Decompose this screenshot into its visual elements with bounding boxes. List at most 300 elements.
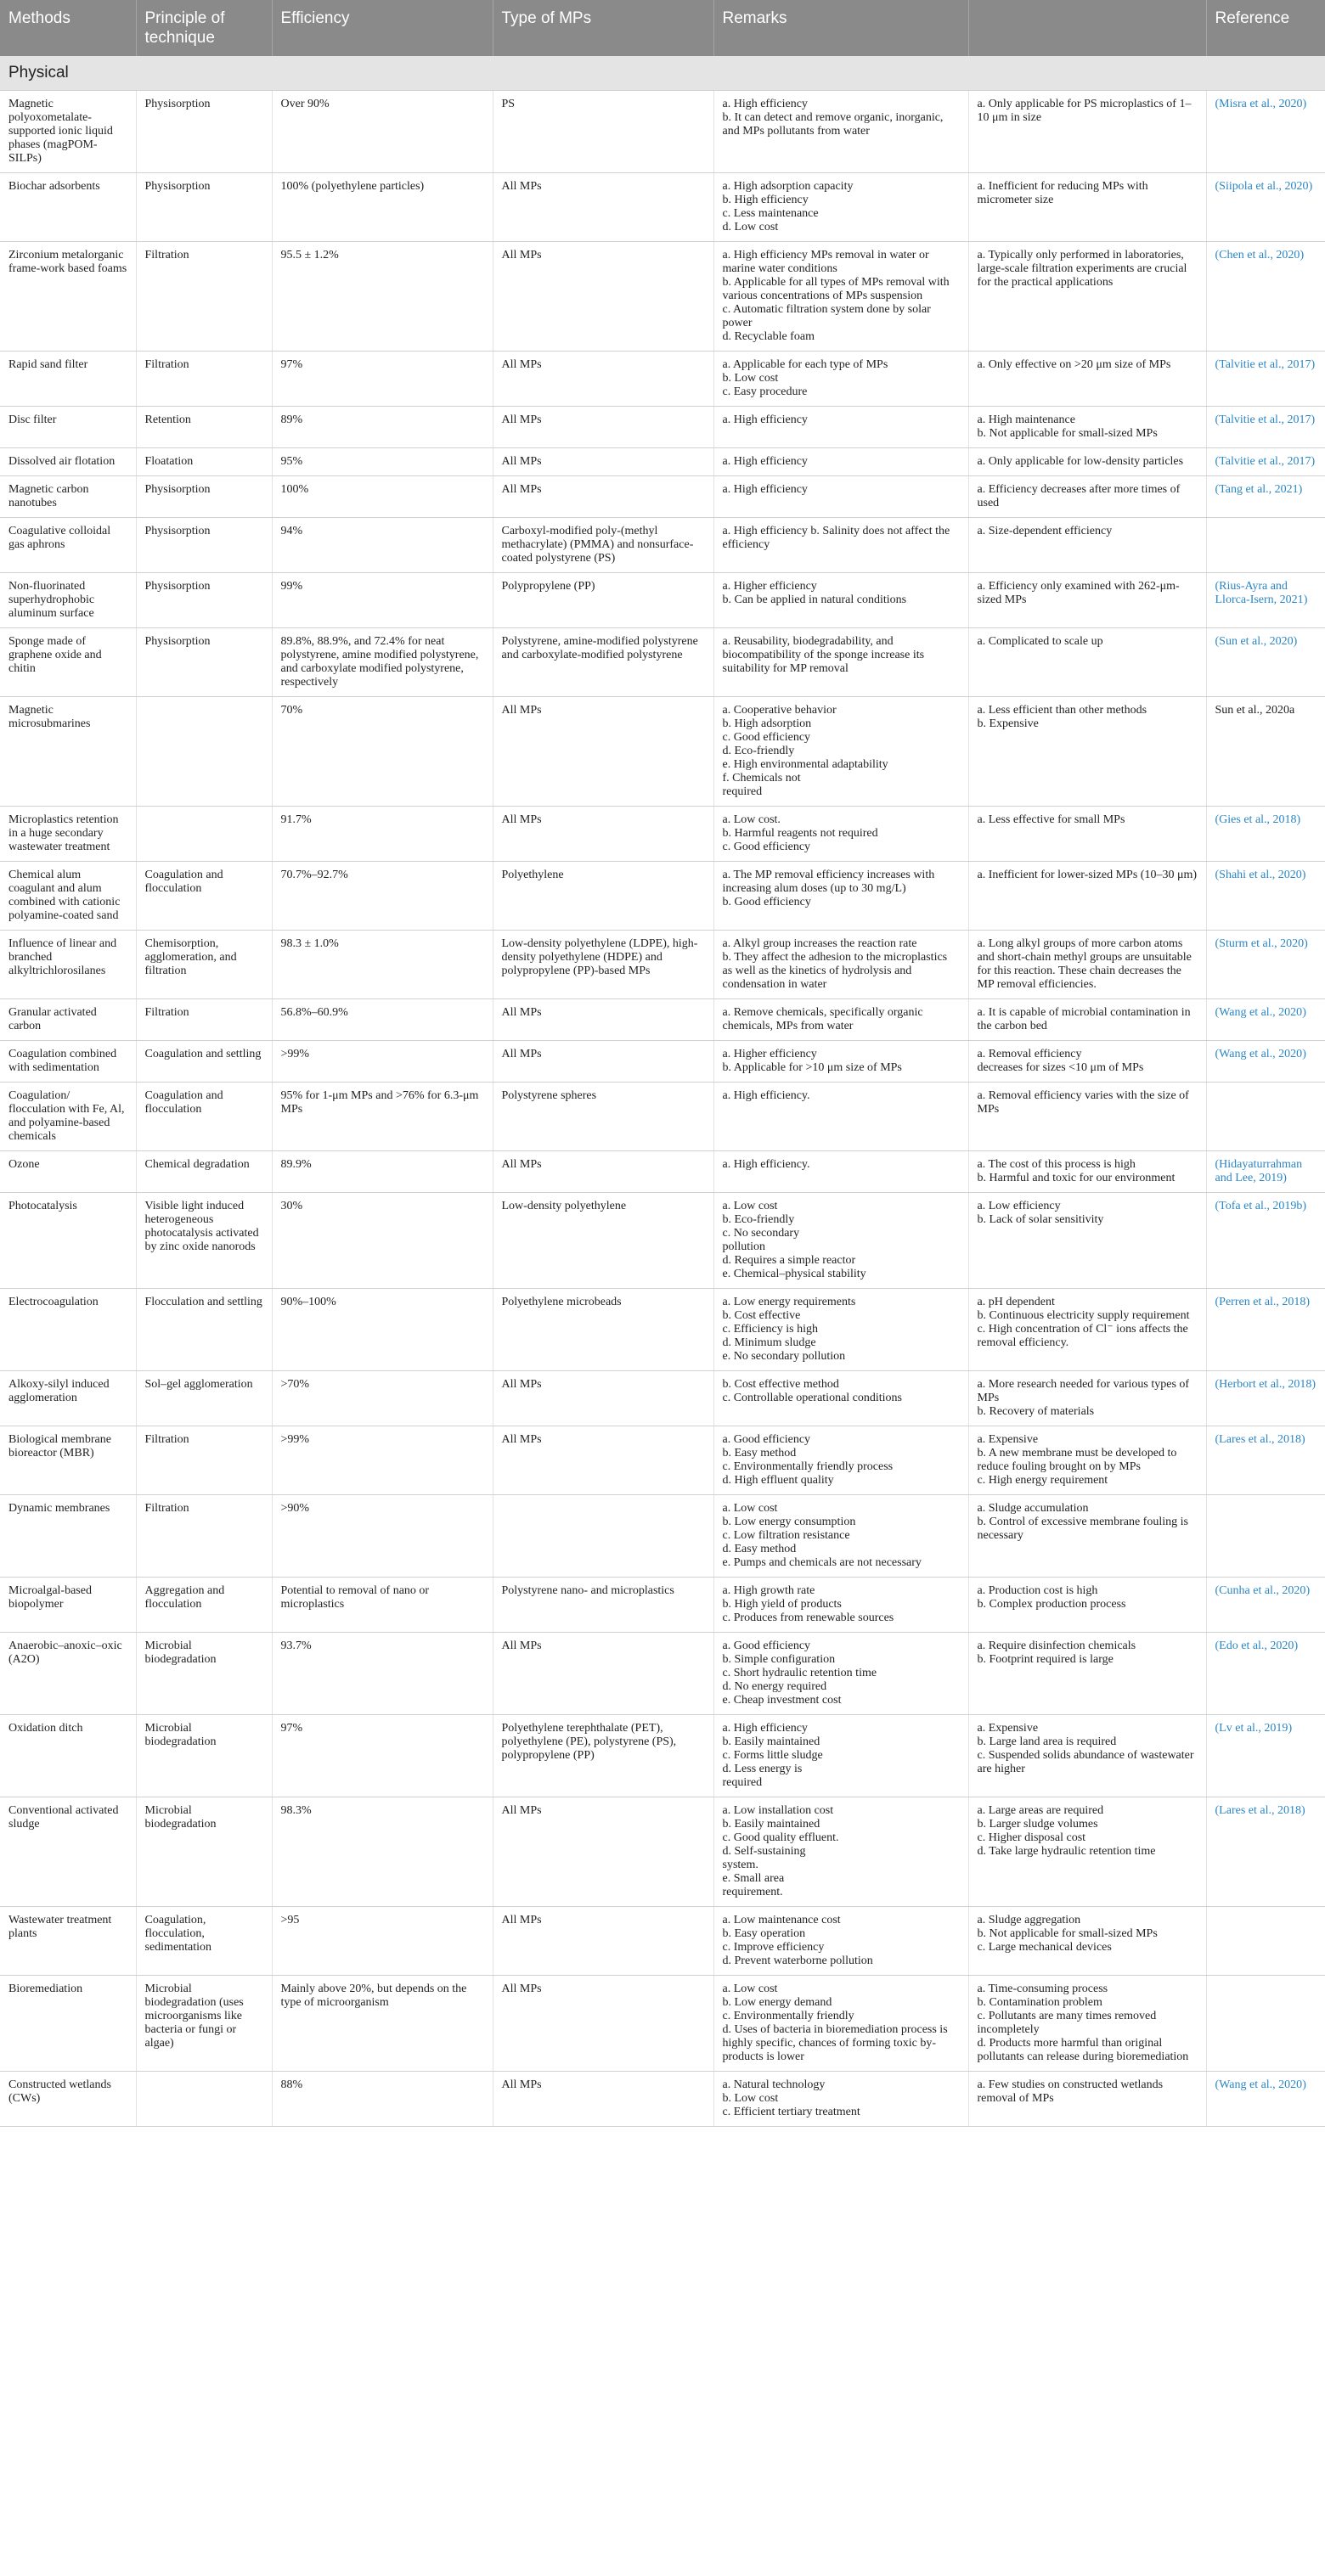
cell-disadvantages: [968, 476, 1206, 518]
cell-disadvantages: [968, 1976, 1206, 2072]
cell-reference: [1206, 931, 1325, 999]
cell-reference: [1206, 1976, 1325, 2072]
cell-advantages: [713, 1371, 968, 1426]
cell-principle: Coagulation and settling: [136, 1041, 272, 1083]
remark-advantage-line: a. High efficiency: [722, 483, 808, 496]
reference-link[interactable]: [1215, 1804, 1305, 1817]
cell-principle: Filtration: [136, 352, 272, 407]
cell-type: PS: [493, 91, 713, 173]
remark-disadvantage-line: b. Expensive: [977, 717, 1039, 730]
reference-paren-open: (: [1215, 1722, 1220, 1735]
cell-efficiency: 97%: [272, 352, 493, 407]
reference-link[interactable]: [1215, 2078, 1306, 2091]
cell-disadvantages: [968, 1633, 1206, 1715]
cell-method: Disc filter: [0, 407, 136, 448]
remark-advantage-line: b. Eco-friendly: [722, 1213, 795, 1226]
cell-type: Polystyrene spheres: [493, 1083, 713, 1151]
cell-advantages: [713, 1578, 968, 1633]
remark-advantage-line: a. High efficiency: [722, 1722, 808, 1735]
cell-method: Magnetic carbon nanotubes: [0, 476, 136, 518]
cell-efficiency: 88%: [272, 2072, 493, 2127]
cell-efficiency: 89%: [272, 407, 493, 448]
cell-principle: Filtration: [136, 999, 272, 1041]
cell-method: Granular activated carbon: [0, 999, 136, 1041]
cell-efficiency: Over 90%: [272, 91, 493, 173]
table-row: [0, 518, 1325, 573]
remark-advantage-line: b. Applicable for all types of MPs removal with various concentrations of MPs suspension: [722, 276, 950, 302]
remark-advantage-line: c. Good quality effluent.: [722, 1831, 839, 1844]
cell-method: Alkoxy-silyl induced agglomeration: [0, 1371, 136, 1426]
reference-paren-open: (: [1215, 1006, 1220, 1019]
cell-principle: Filtration: [136, 242, 272, 352]
table-row: [0, 1907, 1325, 1976]
remark-disadvantage-line: a. Efficiency decreases after more times of used: [977, 483, 1181, 509]
cell-method: Magnetic polyoxometalate-supported ionic liquid phases (magPOM-SILPs): [0, 91, 136, 173]
reference-text[interactable]: Gies et al., 2018: [1219, 813, 1297, 826]
table-row: [0, 1083, 1325, 1151]
reference-link[interactable]: [1215, 813, 1301, 826]
cell-type: All MPs: [493, 697, 713, 807]
cell-method: Microplastics retention in a huge secondary wastewater treatment: [0, 807, 136, 862]
reference-text[interactable]: Wang et al., 2020: [1219, 1006, 1303, 1019]
reference-paren-open: (: [1215, 180, 1220, 193]
remark-advantage-line: d. Low cost: [722, 221, 779, 233]
remark-disadvantage-line: a. Less effective for small MPs: [977, 813, 1125, 826]
remark-advantage-line: a. Natural technology: [722, 2078, 826, 2091]
table-row: [0, 1715, 1325, 1797]
cell-type: Polystyrene nano- and microplastics: [493, 1578, 713, 1633]
cell-efficiency: 95.5 ± 1.2%: [272, 242, 493, 352]
cell-efficiency: >70%: [272, 1371, 493, 1426]
reference-link[interactable]: [1215, 1200, 1307, 1212]
reference-text[interactable]: Lv et al., 2019: [1219, 1722, 1288, 1735]
remark-advantage-line: d. Less energy is: [722, 1763, 803, 1775]
reference-text[interactable]: Cunha et al., 2020: [1219, 1584, 1306, 1597]
reference-text[interactable]: Wang et al., 2020: [1219, 1048, 1303, 1060]
reference-paren-close: ): [1308, 180, 1313, 193]
header-principle: Principle of technique: [136, 0, 272, 56]
cell-advantages: [713, 697, 968, 807]
cell-reference: [1206, 173, 1325, 242]
cell-efficiency: >90%: [272, 1495, 493, 1578]
remark-advantage-line: a. High efficiency.: [722, 1158, 810, 1171]
reference-text[interactable]: Talvitie et al., 2017: [1219, 455, 1311, 468]
table-row: [0, 448, 1325, 476]
remark-disadvantage-line: a. Sludge accumulation: [977, 1502, 1089, 1515]
cell-principle: Physisorption: [136, 628, 272, 697]
cell-type: All MPs: [493, 1371, 713, 1426]
remark-advantage-line: d. Requires a simple reactor: [722, 1254, 856, 1267]
cell-efficiency: 99%: [272, 573, 493, 628]
cell-efficiency: 90%–100%: [272, 1289, 493, 1371]
reference-text[interactable]: Perren et al., 2018: [1219, 1296, 1306, 1308]
cell-principle: Physisorption: [136, 173, 272, 242]
table-row: [0, 1976, 1325, 2072]
table-row: [0, 628, 1325, 697]
cell-advantages: [713, 1426, 968, 1495]
table-row: [0, 862, 1325, 931]
reference-paren-close: ): [1300, 249, 1305, 262]
reference-paren-close: ): [1302, 1200, 1307, 1212]
cell-method: Constructed wetlands (CWs): [0, 2072, 136, 2127]
remark-advantage-line: requirement.: [722, 1886, 783, 1898]
reference-paren-close: ): [1300, 1804, 1305, 1817]
reference-link[interactable]: [1215, 249, 1305, 262]
reference-text[interactable]: Lares et al., 2018: [1219, 1804, 1301, 1817]
reference-text[interactable]: Tofa et al., 2019b: [1219, 1200, 1303, 1212]
table-row: [0, 173, 1325, 242]
remark-advantage-line: b. Low cost: [722, 2092, 779, 2105]
cell-principle: Sol–gel agglomeration: [136, 1371, 272, 1426]
cell-advantages: [713, 352, 968, 407]
remark-advantage-line: b. They affect the adhesion to the microplastics as well as the kinetics of hydrolysis and condensation in water: [722, 951, 948, 991]
cell-principle: Filtration: [136, 1495, 272, 1578]
remark-disadvantage-line: b. Lack of solar sensitivity: [977, 1213, 1104, 1226]
remark-advantage-line: b. Cost effective method: [722, 1378, 839, 1391]
cell-reference: [1206, 448, 1325, 476]
cell-efficiency: 93.7%: [272, 1633, 493, 1715]
reference-link[interactable]: [1215, 1048, 1306, 1060]
cell-principle: Coagulation, flocculation, sedimentation: [136, 1907, 272, 1976]
cell-efficiency: 70%: [272, 697, 493, 807]
remark-advantage-line: a. Good efficiency: [722, 1640, 811, 1652]
cell-efficiency: Mainly above 20%, but depends on the type of microorganism: [272, 1976, 493, 2072]
cell-reference: [1206, 1907, 1325, 1976]
remark-disadvantage-line: a. Less efficient than other methods: [977, 704, 1147, 717]
cell-advantages: [713, 628, 968, 697]
cell-efficiency: Potential to removal of nano or microplastics: [272, 1578, 493, 1633]
remark-advantage-line: a. High efficiency: [722, 413, 808, 426]
reference-text[interactable]: Lares et al., 2018: [1219, 1433, 1301, 1446]
reference-text[interactable]: Edo et al., 2020: [1219, 1640, 1294, 1652]
cell-advantages: [713, 242, 968, 352]
cell-method: Chemical alum coagulant and alum combined with cationic polyamine-coated sand: [0, 862, 136, 931]
cell-advantages: [713, 1193, 968, 1289]
reference-link[interactable]: [1215, 1584, 1311, 1597]
remark-disadvantage-line: a. Large areas are required: [977, 1804, 1104, 1817]
cell-reference: [1206, 1193, 1325, 1289]
remark-disadvantage-line: a. It is capable of microbial contamination in the carbon bed: [977, 1006, 1191, 1032]
reference-link[interactable]: [1215, 1158, 1303, 1184]
cell-type: Low-density polyethylene: [493, 1193, 713, 1289]
remark-advantage-line: system.: [722, 1859, 758, 1871]
remark-advantage-line: c. Low filtration resistance: [722, 1529, 850, 1542]
reference-link[interactable]: [1215, 1433, 1305, 1446]
cell-advantages: [713, 1041, 968, 1083]
remark-advantage-line: a. Low cost.: [722, 813, 781, 826]
header-remarks-disadvantages: [968, 0, 1206, 56]
reference-text[interactable]: Sun et al., 2020: [1219, 635, 1294, 648]
reference-text[interactable]: Tang et al., 2021: [1219, 483, 1299, 496]
cell-reference: [1206, 1041, 1325, 1083]
remark-advantage-line: b. Easily maintained: [722, 1818, 820, 1831]
cell-type: Carboxyl-modified poly-(methyl methacrylate) (PMMA) and nonsurface-coated polystyrene (PS): [493, 518, 713, 573]
cell-advantages: [713, 1797, 968, 1907]
reference-paren-close: ): [1311, 455, 1316, 468]
cell-principle: Filtration: [136, 1426, 272, 1495]
cell-reference: [1206, 1371, 1325, 1426]
reference-text[interactable]: Rius-Ayra and Llorca-Isern, 2021: [1215, 580, 1304, 606]
cell-advantages: [713, 1151, 968, 1193]
remark-advantage-line: a. Low cost: [722, 1200, 778, 1212]
reference-link[interactable]: [1215, 937, 1308, 950]
reference-paren-open: (: [1215, 635, 1220, 648]
remark-advantage-line: c. Less maintenance: [722, 207, 819, 220]
reference-link[interactable]: [1215, 455, 1316, 468]
reference-paren-open: (: [1215, 813, 1220, 826]
cell-advantages: [713, 1289, 968, 1371]
table-row: [0, 931, 1325, 999]
remark-advantage-line: e. High environmental adaptability: [722, 758, 888, 771]
remark-advantage-line: a. High efficiency: [722, 98, 808, 110]
remark-advantage-line: b. Easily maintained: [722, 1735, 820, 1748]
cell-efficiency: 30%: [272, 1193, 493, 1289]
reference-text[interactable]: Misra et al., 2020: [1219, 98, 1303, 110]
reference-text[interactable]: Chen et al., 2020: [1219, 249, 1300, 262]
remark-advantage-line: d. Recyclable foam: [722, 330, 815, 343]
cell-type: All MPs: [493, 1633, 713, 1715]
cell-type: All MPs: [493, 1976, 713, 2072]
cell-disadvantages: [968, 448, 1206, 476]
reference-text[interactable]: Sturm et al., 2020: [1219, 937, 1305, 950]
reference-link[interactable]: [1215, 1296, 1311, 1308]
cell-reference: [1206, 1083, 1325, 1151]
remark-advantage-line: required: [722, 1776, 763, 1789]
remark-disadvantage-line: a. Sludge aggregation: [977, 1914, 1081, 1926]
remark-advantage-line: e. Small area: [722, 1872, 785, 1885]
cell-efficiency: 100% (polyethylene particles): [272, 173, 493, 242]
remark-advantage-line: b. Low cost: [722, 372, 779, 385]
reference-text[interactable]: Talvitie et al., 2017: [1219, 358, 1311, 371]
reference-paren-close: ): [1304, 937, 1308, 950]
cell-disadvantages: [968, 1797, 1206, 1907]
reference-paren-open: (: [1215, 580, 1220, 593]
table-row: [0, 1151, 1325, 1193]
remark-advantage-line: a. Cooperative behavior: [722, 704, 837, 717]
reference-paren-close: ): [1283, 1172, 1287, 1184]
remark-advantage-line: a. High efficiency.: [722, 1089, 810, 1102]
remark-advantage-line: c. Easy procedure: [722, 385, 808, 398]
cell-efficiency: >95: [272, 1907, 493, 1976]
cell-principle: [136, 807, 272, 862]
cell-type: [493, 1495, 713, 1578]
table-row: [0, 807, 1325, 862]
remark-advantage-line: d. No energy required: [722, 1680, 827, 1693]
cell-reference: [1206, 1715, 1325, 1797]
header-remarks: Remarks: [713, 0, 968, 56]
cell-principle: Physisorption: [136, 91, 272, 173]
remark-disadvantage-line: a. Size-dependent efficiency: [977, 525, 1113, 537]
table-row: [0, 697, 1325, 807]
cell-type: All MPs: [493, 1041, 713, 1083]
cell-advantages: [713, 999, 968, 1041]
reference-text[interactable]: Wang et al., 2020: [1219, 2078, 1303, 2091]
remark-disadvantage-line: b. Contamination problem: [977, 1996, 1102, 2009]
remark-disadvantage-line: b. Not applicable for small-sized MPs: [977, 1927, 1158, 1940]
remark-disadvantage-line: c. High concentration of Cl⁻ ions affects the removal efficiency.: [977, 1323, 1188, 1349]
cell-disadvantages: [968, 242, 1206, 352]
reference-paren-close: ): [1311, 413, 1316, 426]
cell-reference: [1206, 628, 1325, 697]
reference-paren-open: (: [1215, 937, 1220, 950]
reference-paren-open: (: [1215, 358, 1220, 371]
remark-advantage-line: a. High adsorption capacity: [722, 180, 854, 193]
cell-principle: Floatation: [136, 448, 272, 476]
remark-disadvantage-line: a. Inefficient for lower-sized MPs (10–30 μm): [977, 869, 1198, 881]
cell-principle: Chemisorption, agglomeration, and filtration: [136, 931, 272, 999]
cell-disadvantages: [968, 173, 1206, 242]
cell-efficiency: >99%: [272, 1426, 493, 1495]
remark-advantage-line: b. Low energy demand: [722, 1996, 832, 2009]
table-header-row: [0, 0, 1325, 56]
reference-paren-close: ): [1288, 1722, 1293, 1735]
remark-advantage-line: b. Easy operation: [722, 1927, 806, 1940]
reference-paren-open: (: [1215, 1378, 1220, 1391]
cell-method: Electrocoagulation: [0, 1289, 136, 1371]
remark-advantage-line: a. Higher efficiency: [722, 580, 817, 593]
cell-type: Polypropylene (PP): [493, 573, 713, 628]
cell-reference: [1206, 1151, 1325, 1193]
cell-reference: [1206, 1633, 1325, 1715]
reference-paren-close: ): [1305, 1296, 1311, 1308]
cell-reference: [1206, 518, 1325, 573]
cell-advantages: [713, 1976, 968, 2072]
remark-disadvantage-line: a. Require disinfection chemicals: [977, 1640, 1136, 1652]
remark-advantage-line: a. Low cost: [722, 1502, 778, 1515]
reference-link[interactable]: [1215, 180, 1313, 193]
remark-advantage-line: a. Alkyl group increases the reaction rate: [722, 937, 917, 950]
reference-link[interactable]: [1215, 1006, 1306, 1019]
cell-type: All MPs: [493, 1426, 713, 1495]
cell-reference: [1206, 862, 1325, 931]
cell-reference: [1206, 1797, 1325, 1907]
remark-advantage-line: d. Easy method: [722, 1543, 797, 1555]
remark-advantage-line: a. Low installation cost: [722, 1804, 834, 1817]
table-row: [0, 91, 1325, 173]
reference-link[interactable]: [1215, 1722, 1293, 1735]
cell-type: All MPs: [493, 1797, 713, 1907]
reference-text[interactable]: Talvitie et al., 2017: [1219, 413, 1311, 426]
remark-disadvantage-line: b. Recovery of materials: [977, 1405, 1095, 1418]
reference-link[interactable]: [1215, 98, 1307, 110]
remark-advantage-line: e. No secondary pollution: [722, 1350, 846, 1363]
reference-text[interactable]: Herbort et al., 2018: [1219, 1378, 1312, 1391]
cell-method: Biochar adsorbents: [0, 173, 136, 242]
remark-advantage-line: a. The MP removal efficiency increases with increasing alum doses (up to 30 mg/L): [722, 869, 935, 895]
cell-principle: Physisorption: [136, 573, 272, 628]
cell-efficiency: 95% for 1-μm MPs and >76% for 6.3-μm MPs: [272, 1083, 493, 1151]
reference-paren-open: (: [1215, 249, 1220, 262]
remark-advantage-line: e. Pumps and chemicals are not necessary: [722, 1556, 922, 1569]
remark-advantage-line: a. Low energy requirements: [722, 1296, 856, 1308]
reference-link[interactable]: [1215, 869, 1306, 881]
reference-link[interactable]: [1215, 580, 1308, 606]
remark-advantage-line: b. Easy method: [722, 1447, 797, 1460]
cell-disadvantages: [968, 1426, 1206, 1495]
remark-advantage-line: c. Environmentally friendly: [722, 2010, 854, 2022]
cell-type: All MPs: [493, 352, 713, 407]
remark-advantage-line: pollution: [722, 1240, 766, 1253]
reference-link[interactable]: [1215, 483, 1303, 496]
remark-disadvantage-line: a. Efficiency only examined with 262-μm-sized MPs: [977, 580, 1180, 606]
cell-efficiency: 94%: [272, 518, 493, 573]
cell-principle: Chemical degradation: [136, 1151, 272, 1193]
remark-advantage-line: b. Harmful reagents not required: [722, 827, 878, 840]
cell-type: All MPs: [493, 2072, 713, 2127]
cell-type: All MPs: [493, 999, 713, 1041]
table-row: [0, 999, 1325, 1041]
reference-paren-close: ): [1305, 1584, 1311, 1597]
table-row: [0, 1371, 1325, 1426]
remark-advantage-line: b. High efficiency: [722, 194, 809, 206]
reference-text[interactable]: Siipola et al., 2020: [1219, 180, 1309, 193]
reference-link[interactable]: [1215, 413, 1316, 426]
table-row: [0, 476, 1325, 518]
cell-reference: [1206, 1495, 1325, 1578]
cell-principle: Microbial biodegradation: [136, 1715, 272, 1797]
table-row: [0, 2072, 1325, 2127]
cell-advantages: [713, 173, 968, 242]
reference-paren-open: (: [1215, 1584, 1220, 1597]
cell-method: Conventional activated sludge: [0, 1797, 136, 1907]
cell-disadvantages: [968, 1041, 1206, 1083]
cell-reference: [1206, 573, 1325, 628]
cell-efficiency: 100%: [272, 476, 493, 518]
remark-disadvantage-line: b. Not applicable for small-sized MPs: [977, 427, 1158, 440]
remark-advantage-line: e. Chemical–physical stability: [722, 1268, 866, 1280]
remark-advantage-line: c. Short hydraulic retention time: [722, 1667, 877, 1679]
reference-link[interactable]: [1215, 1378, 1317, 1391]
cell-disadvantages: [968, 1289, 1206, 1371]
cell-advantages: [713, 1715, 968, 1797]
cell-disadvantages: [968, 1715, 1206, 1797]
cell-disadvantages: [968, 697, 1206, 807]
remark-disadvantage-line: a. Few studies on constructed wetlands removal of MPs: [977, 2078, 1164, 2105]
cell-reference: [1206, 476, 1325, 518]
table-row: [0, 1495, 1325, 1578]
cell-type: Polyethylene microbeads: [493, 1289, 713, 1371]
cell-principle: Visible light induced heterogeneous photocatalysis activated by zinc oxide nanorods: [136, 1193, 272, 1289]
remark-advantage-line: c. Forms little sludge: [722, 1749, 823, 1762]
remark-disadvantage-line: c. High energy requirement: [977, 1474, 1108, 1487]
remark-advantage-line: c. Improve efficiency: [722, 1941, 825, 1954]
cell-advantages: [713, 476, 968, 518]
reference-paren-open: (: [1215, 1296, 1220, 1308]
table-row: [0, 1041, 1325, 1083]
remark-advantage-line: c. Controllable operational conditions: [722, 1392, 903, 1404]
reference-text[interactable]: Hidayaturrahman and Lee, 2019: [1215, 1158, 1303, 1184]
cell-reference: [1206, 2072, 1325, 2127]
remark-advantage-line: c. Efficiency is high: [722, 1323, 818, 1336]
remark-advantage-line: c. Good efficiency: [722, 841, 811, 853]
remark-advantage-line: d. High effluent quality: [722, 1474, 834, 1487]
remark-disadvantage-line: a. High maintenance: [977, 413, 1075, 426]
reference-link[interactable]: [1215, 358, 1316, 371]
reference-link[interactable]: [1215, 635, 1298, 648]
remark-advantage-line: d. Minimum sludge: [722, 1336, 816, 1349]
reference-text[interactable]: Shahi et al., 2020: [1219, 869, 1302, 881]
cell-method: Wastewater treatment plants: [0, 1907, 136, 1976]
reference-link[interactable]: [1215, 1640, 1299, 1652]
reference-paren-open: (: [1215, 483, 1220, 496]
remark-advantage-line: a. High efficiency MPs removal in water or marine water conditions: [722, 249, 929, 275]
cell-efficiency: >99%: [272, 1041, 493, 1083]
cell-type: All MPs: [493, 242, 713, 352]
remark-disadvantage-line: d. Take large hydraulic retention time: [977, 1845, 1156, 1858]
reference-paren-close: ): [1296, 813, 1301, 826]
remark-advantage-line: a. High efficiency: [722, 455, 808, 468]
reference-paren-close: ): [1293, 635, 1298, 648]
